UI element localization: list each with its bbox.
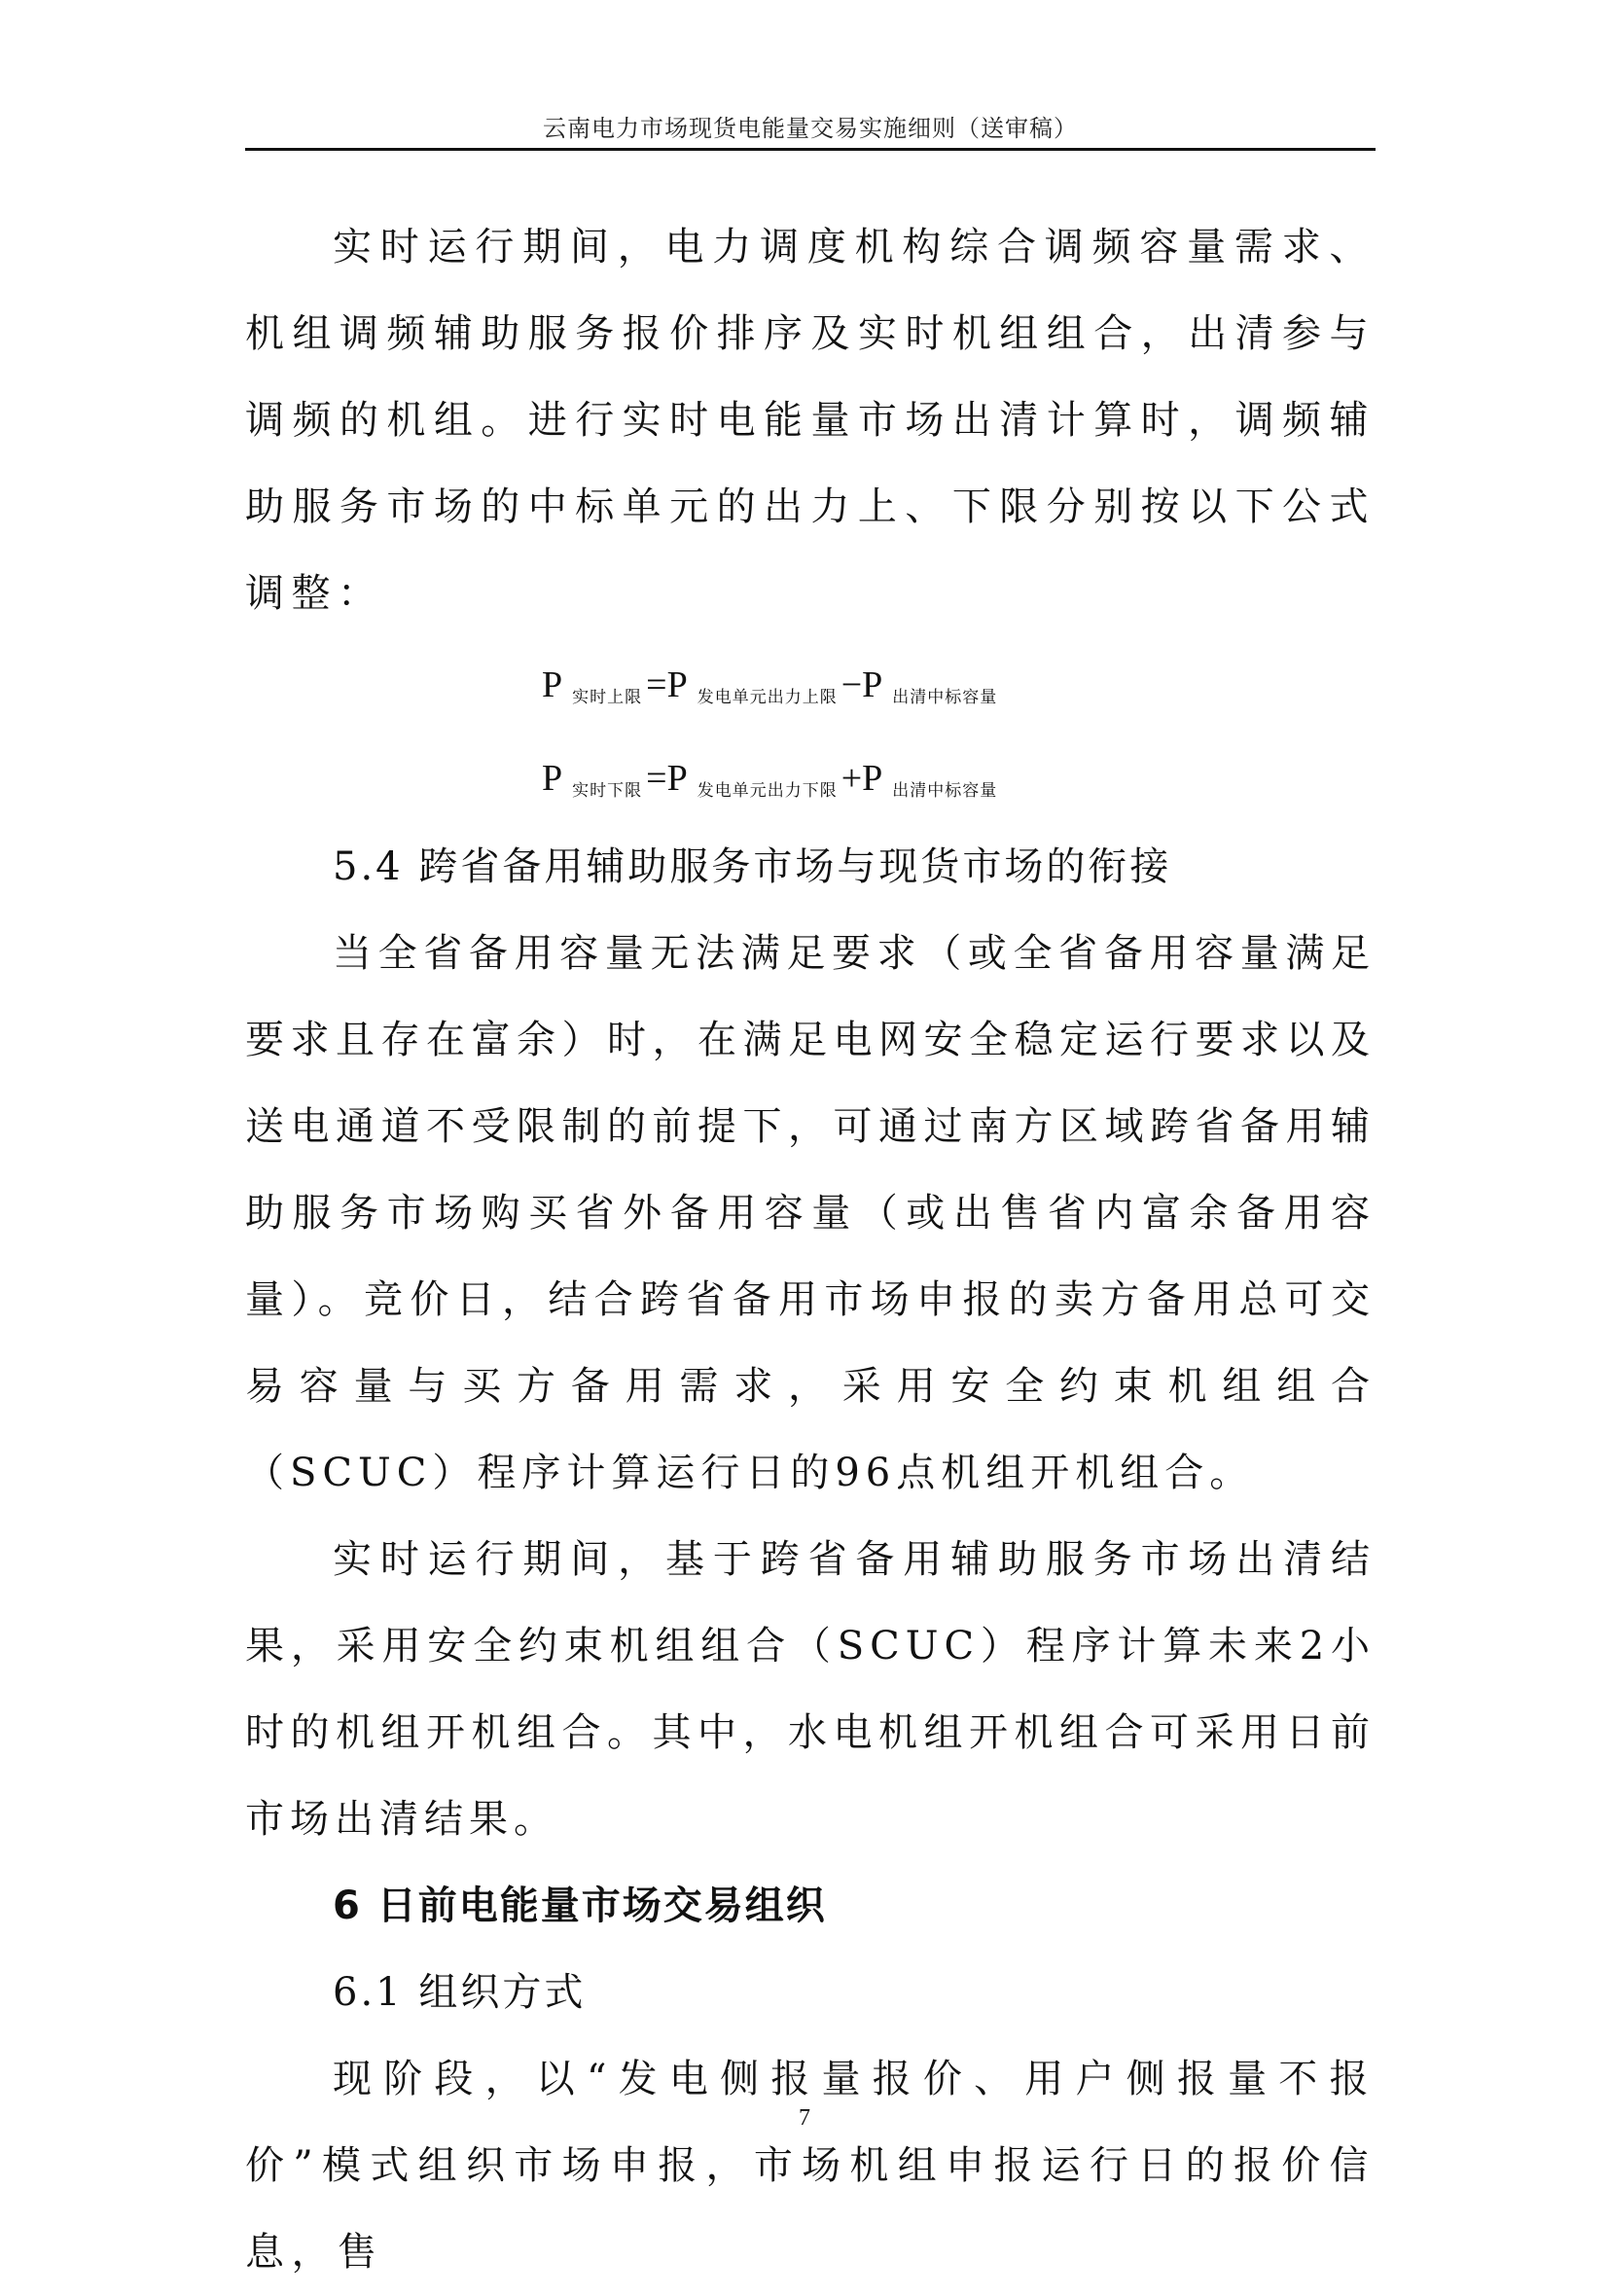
formula-symbol: P [862,664,883,705]
formula-subscript: 发电单元出力上限 [697,688,838,707]
formula-operator: + [840,758,863,799]
section-heading-6: 6 日前电能量市场交易组织 [333,1883,827,1928]
formula-operator: − [840,664,863,705]
formula-subscript: 出清中标容量 [892,781,998,801]
formula-upper-limit [245,637,1376,731]
formula-symbol: P [542,664,563,705]
header-divider [245,148,1376,151]
formula-lower-limit [245,731,1376,824]
formula-symbol: P [666,758,688,799]
paragraph-organization-mode: 现阶段，以“发电侧报量报价、用户侧报量不报价”模式组织市场申报，市场机组申报运行日的报价信息，售 [245,2057,1376,2275]
formula-symbol: P [666,664,688,705]
formula-operator: = [646,664,667,705]
formula-subscript: 发电单元出力下限 [697,781,838,801]
paragraph-realtime-reserve: 实时运行期间，基于跨省备用辅助服务市场出清结果，采用安全约束机组组合（SCUC）程序计算未来2小时的机组开机组合。其中，水电机组开机组合可采用日前市场出清结果。 [245,1537,1376,1842]
formula-operator: = [646,758,667,799]
document-body [245,204,1376,2296]
formula-subscript: 实时上限 [572,688,643,707]
paragraph-realtime-frequency: 实时运行期间，电力调度机构综合调频容量需求、机组调频辅助服务报价排序及实时机组组合，出清参与调频的机组。进行实时电能量市场出清计算时，调频辅助服务市场的中标单元的出力上、下限分别按以下公式调整： [245,225,1376,616]
formula-symbol: P [862,758,883,799]
section-heading-5-4: 5.4 跨省备用辅助服务市场与现货市场的衔接 [333,844,1172,889]
paragraph-cross-province-reserve: 当全省备用容量无法满足要求（或全省备用容量满足要求且存在富余）时，在满足电网安全稳定运行要求以及送电通道不受限制的前提下，可通过南方区域跨省备用辅助服务市场购买省外备用容量（或出售省内富余备用容量）。竞价日，结合跨省备用市场申报的卖方备用总可交易容量与买方备用需求，采用安全约束机组组合（SCUC）程序计算运行日的96点机组开机组合。 [245,931,1376,1495]
formula-subscript: 出清中标容量 [892,688,998,707]
formula-subscript: 实时下限 [572,781,643,801]
page-number: 7 [799,2105,810,2131]
running-header: 云南电力市场现货电能量交易实施细则（送审稿） [543,115,1078,142]
section-heading-6-1: 6.1 组织方式 [333,1970,587,2015]
formula-symbol: P [542,758,563,799]
